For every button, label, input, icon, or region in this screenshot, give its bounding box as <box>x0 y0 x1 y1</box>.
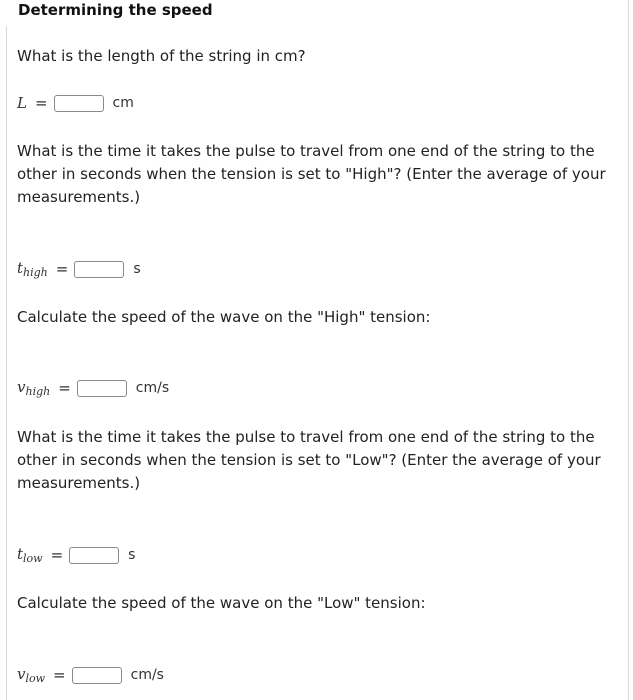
answer-row-length <box>17 92 134 114</box>
variable-label: $t_{low}$ <box>17 545 43 565</box>
unit-label: s <box>133 261 141 277</box>
variable-label: $v_{low}$ <box>17 665 46 685</box>
equals-sign: = <box>50 546 64 564</box>
length-input[interactable] <box>54 95 104 112</box>
unit-label: cm <box>112 95 134 111</box>
answer-row-speed-low <box>17 664 164 686</box>
answer-row-time-low <box>17 544 135 566</box>
unit-label: s <box>128 547 136 563</box>
equals-sign: = <box>53 666 66 684</box>
variable-label: L <box>17 94 27 112</box>
question-string-length: What is the length of the string in cm? <box>17 47 306 65</box>
equals-sign: = <box>58 379 71 397</box>
question-time-low: What is the time it takes the pulse to travel from one end of the string to the other in seconds when the tension is set to "Low"? (Enter the average of your measurements.) <box>17 428 601 492</box>
left-divider <box>6 26 7 700</box>
question-time-high: What is the time it takes the pulse to travel from one end of the string to the other in seconds when the tension is set to "High"? (Enter the average of your measurements.) <box>17 142 606 206</box>
question-speed-low: Calculate the speed of the wave on the "Low" tension: <box>17 594 426 612</box>
unit-label: cm/s <box>130 667 164 683</box>
right-divider <box>628 0 629 700</box>
time-high-input[interactable] <box>74 261 124 278</box>
question-speed-high: Calculate the speed of the wave on the "High" tension: <box>17 308 431 326</box>
unit-label: cm/s <box>135 380 170 396</box>
time-low-input[interactable] <box>69 547 119 564</box>
equals-sign: = <box>55 260 69 278</box>
variable-label: $v_{high}$ <box>17 378 51 398</box>
speed-high-input[interactable] <box>77 380 127 397</box>
equals-sign: = <box>34 94 48 112</box>
speed-low-input[interactable] <box>72 667 122 684</box>
answer-row-speed-high <box>17 377 169 399</box>
section-title: Determining the speed <box>18 1 213 19</box>
answer-row-time-high <box>17 258 141 280</box>
variable-label: $t_{high}$ <box>17 259 48 279</box>
